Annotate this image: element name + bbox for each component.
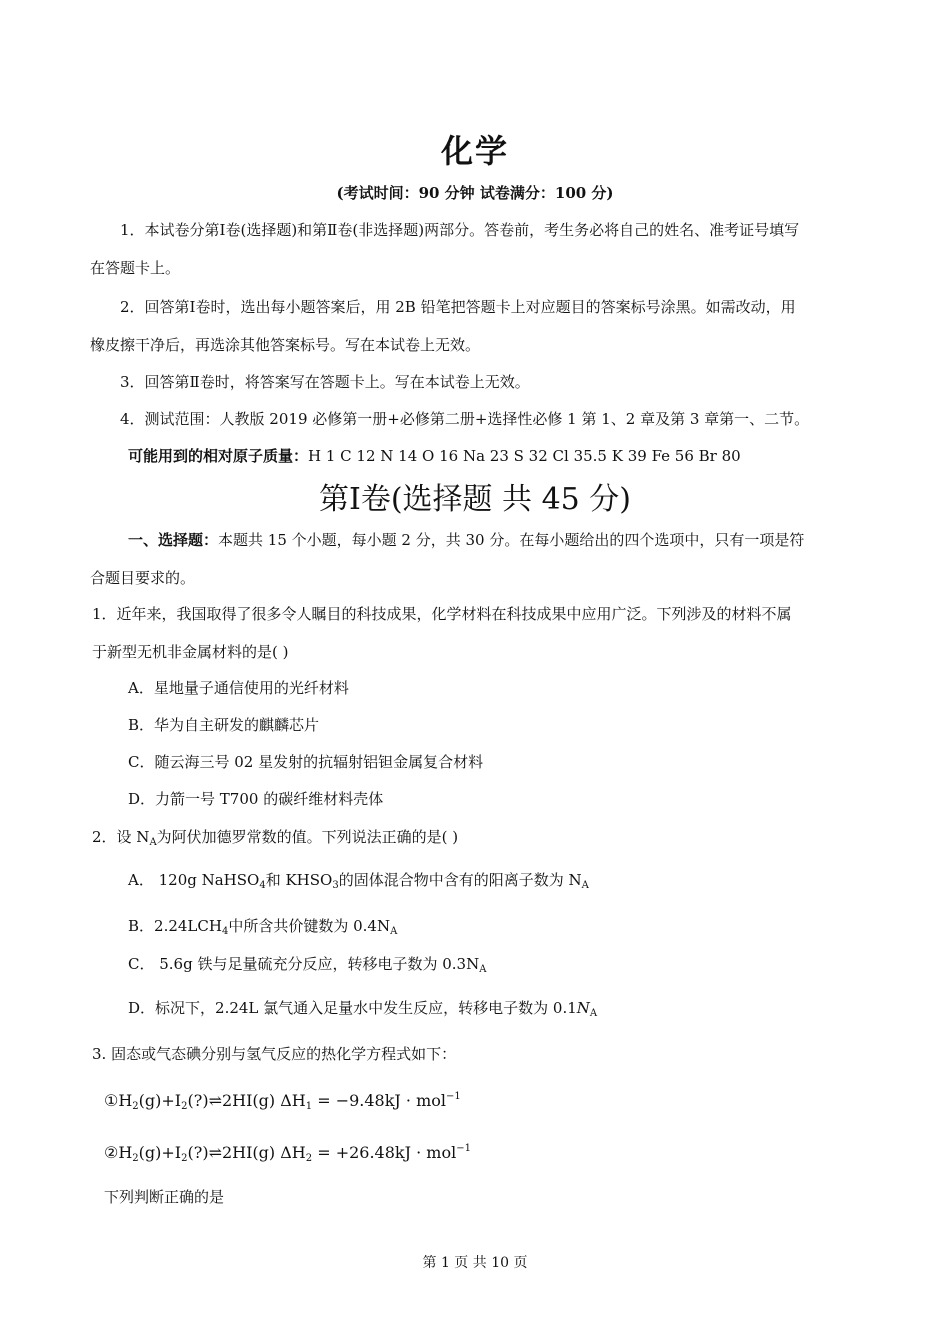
atomic-masses [128, 446, 741, 466]
q2-option-b: B．$2.24LCH_4$中所含共价键数为 $0.4N_A$ [128, 917, 398, 937]
q1-option-d: D．力箭一号 T700 的碳纤维材料壳体 [128, 790, 384, 808]
q1-option-c: C．随云海三号 02 星发射的抗辐射铝钽金属复合材料 [128, 753, 484, 771]
note-3: 3．回答第Ⅱ卷时，将答案写在答题卡上。写在本试卷上无效。 [120, 373, 530, 391]
note-2b: 橡皮擦干净后，再选涂其他答案标号。写在本试卷上无效。 [90, 336, 481, 354]
part1-line2: 合题目要求的。 [90, 569, 196, 587]
part1-heading: 一、选择题： [128, 531, 219, 549]
q3-tail: 下列判断正确的是 [104, 1188, 225, 1206]
q3-equation-1: $①H_2(g)+I_2(?)\rightleftharpoons 2HI(g) \Delta H_1 = -9.48kJ \cdot mol^{-1}$ [104, 1091, 461, 1112]
q3-equation-2: $②H_2(g)+I_2(?)\rightleftharpoons 2HI(g) \Delta H_2 = +26.48kJ \cdot mol^{-1}$ [104, 1143, 471, 1164]
page-footer: 第 1 页 共 10 页 [422, 1255, 528, 1271]
q2-option-c: C． 5.6g 铁与足量硫充分反应，转移电子数为 $0.3N_A$ [128, 955, 487, 975]
q1-option-b: B．华为自主研发的麒麟芯片 [128, 716, 320, 734]
q2-stem: 2．设 $N_A$为阿伏加德罗常数的值。下列说法正确的是( ) [92, 828, 459, 848]
q2-option-a: A． 120g NaHSO$_4$和 $KHSO_3$的固体混合物中含有的阳离子数为 $N_A$ [128, 871, 589, 891]
atomic-masses-label: 可能用到的相对原子质量： [128, 447, 309, 465]
note-2a: 2．回答第Ⅰ卷时，选出每小题答案后，用 2B 铅笔把答题卡上对应题目的答案标号涂黑。如需改动，用 [120, 298, 796, 316]
q1-stem-line2: 于新型无机非金属材料的是( ) [92, 643, 289, 661]
exam-info: (考试时间：90 分钟 试卷满分：100 分) [336, 184, 614, 202]
note-4: 4．测试范围：人教版 2019 必修第一册+必修第二册+选择性必修 1 第 1、2 章及第 3 章第一、二节。 [120, 410, 810, 428]
q2-option-d: D．标况下，2.24L 氯气通入足量水中发生反应，转移电子数为 $0.1N_A$ [128, 999, 598, 1019]
q1-stem-line1: 1．近年来，我国取得了很多令人瞩目的科技成果，化学材料在科技成果中应用广泛。下列涉及的材料不属 [92, 605, 792, 623]
q1-option-a: A．星地量子通信使用的光纤材料 [128, 679, 349, 697]
q3-stem: 3. 固态或气态碘分别与氢气反应的热化学方程式如下： [92, 1045, 457, 1063]
note-1b: 在答题卡上。 [90, 259, 181, 277]
note-1a: 1．本试卷分第Ⅰ卷(选择题)和第Ⅱ卷(非选择题)两部分。答卷前，考生务必将自己的姓名、准考证号填写 [120, 221, 800, 239]
part1-text: 本题共 15 个小题，每小题 2 分，共 30 分。在每小题给出的四个选项中，只有一项是符 [218, 531, 805, 549]
section-title: 第Ⅰ卷(选择题 共 45 分) [318, 482, 632, 517]
page-title: 化学 [440, 132, 509, 170]
atomic-masses-values: H 1 C 12 N 14 O 16 Na 23 S 32 Cl 35.5 K 39 Fe 56 Br 80 [308, 447, 741, 465]
part1-line1 [128, 530, 804, 550]
